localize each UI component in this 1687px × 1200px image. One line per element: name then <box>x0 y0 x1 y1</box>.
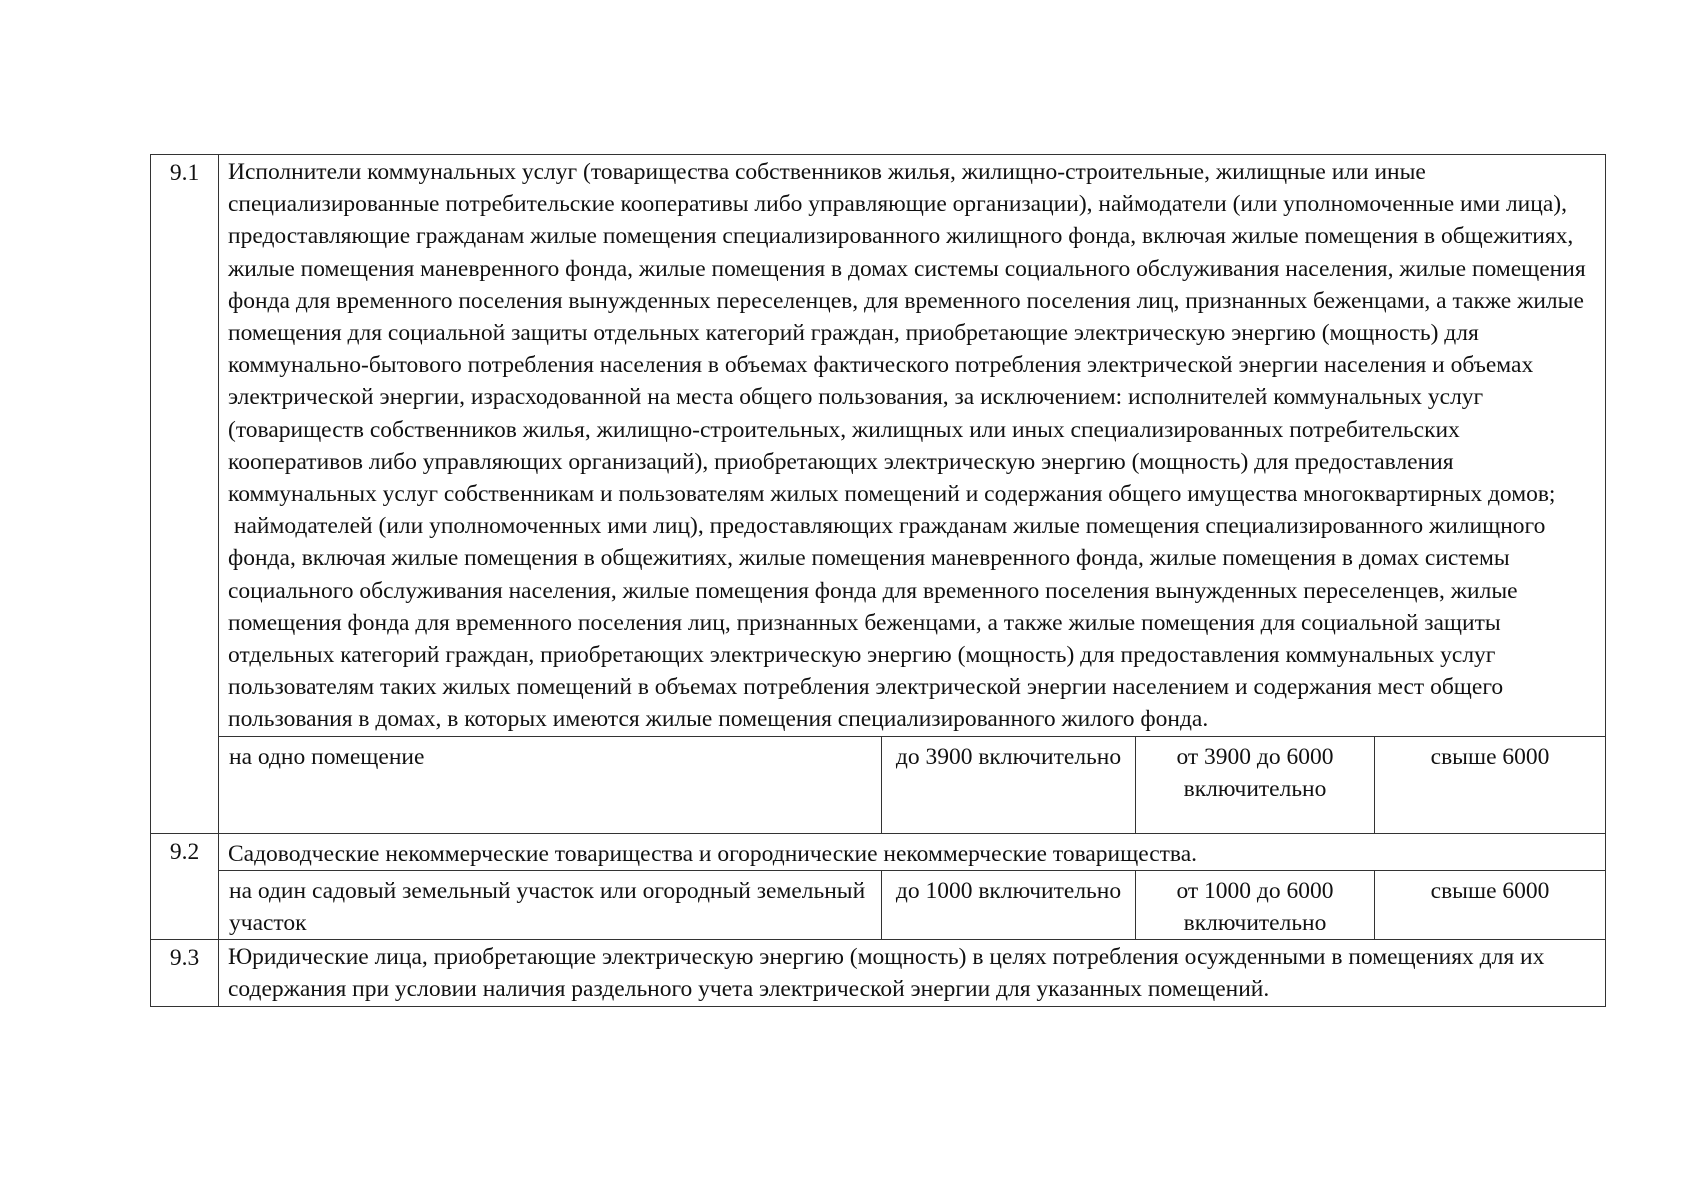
description-paragraph <box>228 510 1597 735</box>
row-9-2-description <box>151 833 1606 870</box>
row-number: 9.3 <box>151 940 219 1006</box>
row-number: 9.2 <box>151 833 219 940</box>
range-cell: до 3900 включительно <box>882 736 1136 833</box>
description-paragraph-text: наймодателей (или уполномоченных ими лиц), предоставляющих гражданам жилые помещения специализированного жилищного фонда, включая жилые помещения в общежитиях, жилые помещения маневренного фонда, жилые помещения в домах системы социального обслуживания населения, жилые помещения фонда для временного поселения вынужденных переселенцев, жилые помещения фонда для временного поселения лиц, признанных беженцами, а также жилые помещения для социальной защиты отдельных категорий граждан, приобретающих электрическую энергию (мощность) для предоставления коммунальных услуг пользователям таких жилых помещений в объемах потребления электрической энергии населением и содержания мест общего пользования в домах, в которых имеются жилые помещения специализированного жилого фонда. <box>228 513 1546 733</box>
row-description: Юридические лица, приобретающие электрическую энергию (мощность) в целях потребления осужденными в помещениях для их содержания при условии наличия раздельного учета электрической энергии для указанных помещений. <box>219 940 1606 1006</box>
row-9-3 <box>151 940 1606 1006</box>
range-cell: от 3900 до 6000 включительно <box>1136 736 1375 833</box>
row-description: Садоводческие некоммерческие товарищества и огороднические некоммерческие товарищества. <box>219 833 1606 870</box>
row-description <box>219 155 1606 737</box>
range-cell: свыше 6000 <box>1375 736 1606 833</box>
unit-cell: на один садовый земельный участок или огородный земельный участок <box>219 870 882 939</box>
row-9-2-values <box>151 870 1606 939</box>
row-9-1-description <box>151 155 1606 737</box>
unit-cell: на одно помещение <box>219 736 882 833</box>
range-cell: свыше 6000 <box>1375 870 1606 939</box>
tariff-table <box>150 154 1606 1007</box>
range-cell: до 1000 включительно <box>882 870 1136 939</box>
range-cell: от 1000 до 6000 включительно <box>1136 870 1375 939</box>
row-9-1-values <box>151 736 1606 833</box>
row-number: 9.1 <box>151 155 219 834</box>
description-paragraph: Исполнители коммунальных услуг (товарищества собственников жилья, жилищно-строительные, жилищные или иные специализированные потребительские кооперативы либо управляющие организации), наймодатели (или уполномоченные ими лица), предоставляющие гражданам жилые помещения специализированного жилищного фонда, включая жилые помещения в общежитиях, жилые помещения маневренного фонда, жилые помещения в домах системы социального обслуживания населения, жилые помещения фонда для временного поселения вынужденных переселенцев, для временного поселения лиц, признанных беженцами, а также жилые помещения для социальной защиты отдельных категорий граждан, приобретающие электрическую энергию (мощность) для коммунально-бытового потребления населения в объемах фактического потребления электрической энергии населения и объемах электрической энергии, израсходованной на места общего пользования, за исключением: исполнителей коммунальных услуг (товариществ собственников жилья, жилищно-строительных, жилищных или иных специализированных потребительских кооперативов либо управляющих организаций), приобретающих электрическую энергию (мощность) для предоставления коммунальных услуг собственникам и пользователям жилых помещений и содержания общего имущества многоквартирных домов; <box>228 159 1586 508</box>
